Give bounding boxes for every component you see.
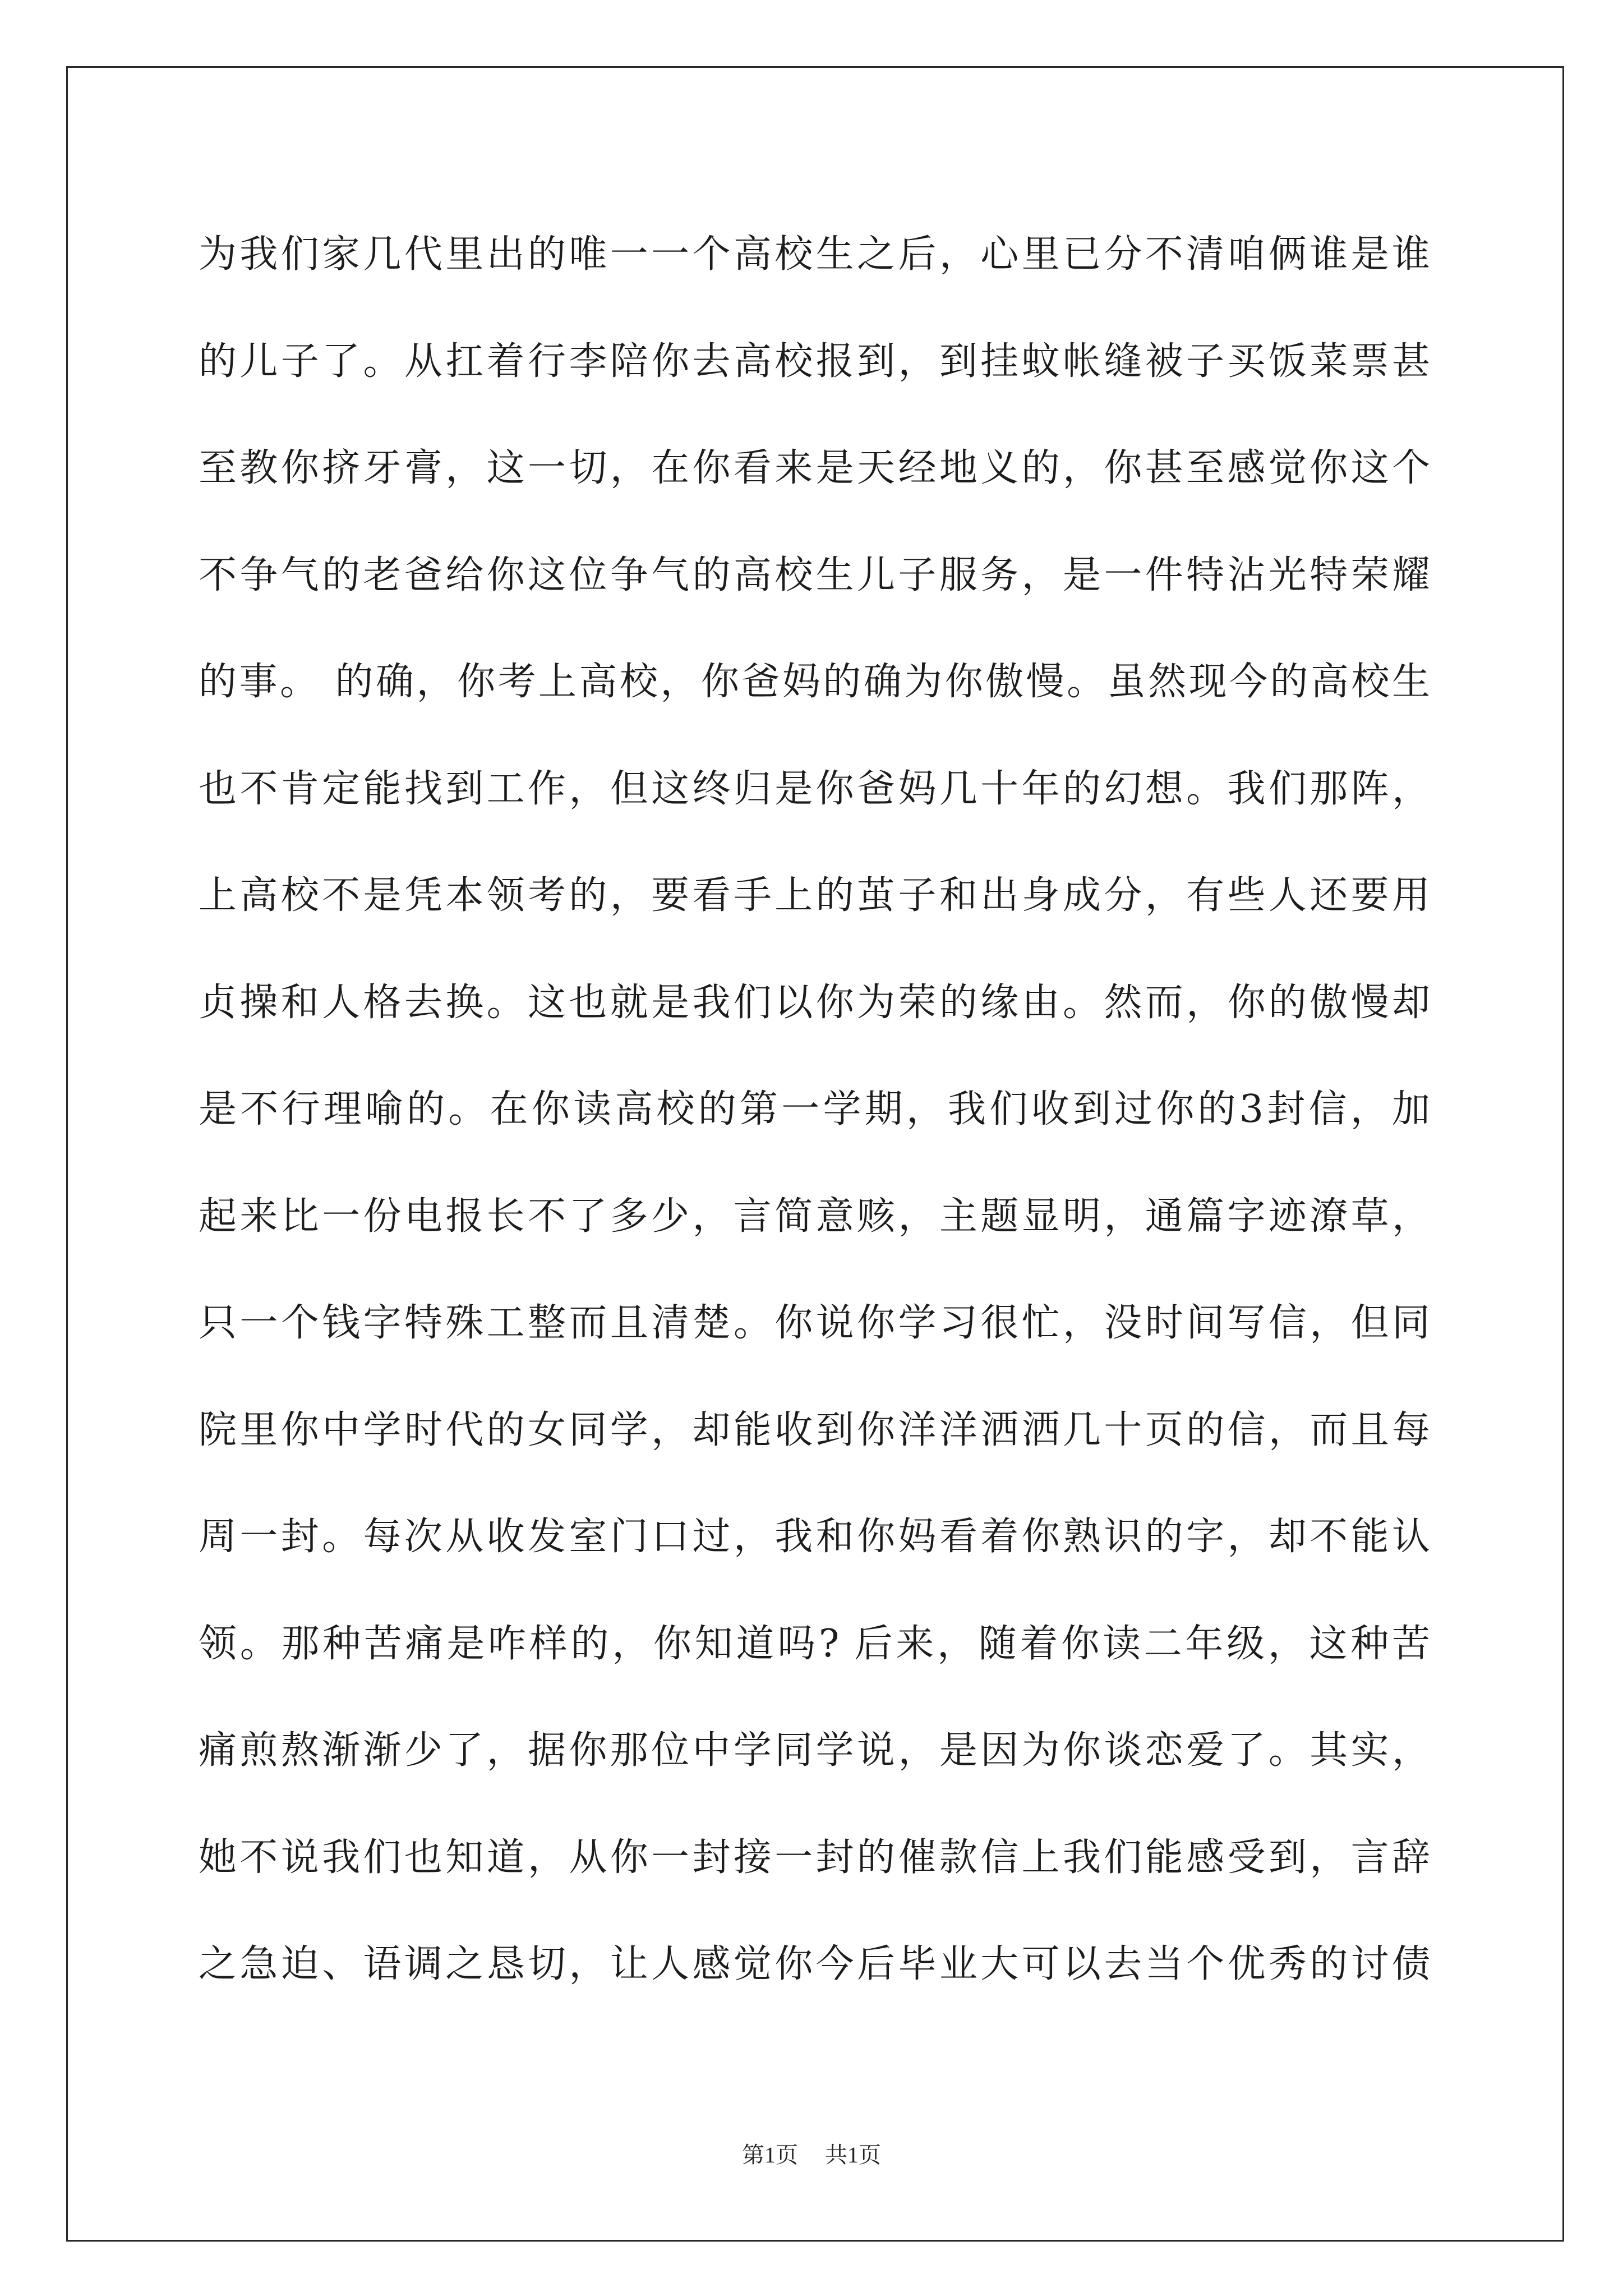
body-line: 痛煎熬渐渐少了，据你那位中学同学说，是因为你谈恋爱了。其实， (199, 1728, 1430, 1773)
body-line: 不争气的老爸给你这位争气的高校生儿子服务，是一件特沾光特荣耀 (199, 553, 1430, 597)
page-number-label: 第1页 (742, 2142, 798, 2168)
body-line: 只一个钱字特殊工整而且清楚。你说你学习很忙，没时间写信，但同 (199, 1301, 1430, 1345)
body-line: 是不行理喻的。在你读高校的第一学期，我们收到过你的3封信，加 (199, 1087, 1430, 1131)
body-line: 她不说我们也知道，从你一封接一封的催款信上我们能感受到，言辞 (199, 1835, 1430, 1880)
body-line: 领。那种苦痛是咋样的，你知道吗? 后来，随着你读二年级，这种苦 (199, 1621, 1430, 1666)
body-line: 院里你中学时代的女同学，却能收到你洋洋洒洒几十页的信，而且每 (199, 1407, 1430, 1452)
document-body (199, 201, 1430, 2018)
body-line: 周一封。每次从收发室门口过，我和你妈看着你熟识的字，却不能认 (199, 1515, 1430, 1559)
body-line: 起来比一份电报长不了多少，言简意赅，主题显明，通篇字迹潦草， (199, 1194, 1430, 1239)
body-line: 的事。 的确，你考上高校，你爸妈的确为你傲慢。虽然现今的高校生 (199, 660, 1430, 704)
body-line: 的儿子了。从扛着行李陪你去高校报到，到挂蚊帐缝被子买饭菜票甚 (199, 339, 1430, 384)
body-line: 之急迫、语调之恳切，让人感觉你今后毕业大可以去当个优秀的讨债 (199, 1942, 1430, 1986)
page-footer (0, 2141, 1623, 2170)
body-line: 也不肯定能找到工作，但这终归是你爸妈几十年的幻想。我们那阵， (199, 766, 1430, 811)
body-line: 贞操和人格去换。这也就是我们以你为荣的缘由。然而，你的傲慢却 (199, 980, 1430, 1025)
page-total-label: 共1页 (825, 2142, 881, 2168)
body-line: 上高校不是凭本领考的，要看手上的茧子和出身成分，有些人还要用 (199, 873, 1430, 918)
body-line: 为我们家几代里出的唯一一个高校生之后，心里已分不清咱俩谁是谁 (199, 232, 1430, 277)
body-line: 至教你挤牙膏，这一切，在你看来是天经地义的，你甚至感觉你这个 (199, 446, 1430, 490)
